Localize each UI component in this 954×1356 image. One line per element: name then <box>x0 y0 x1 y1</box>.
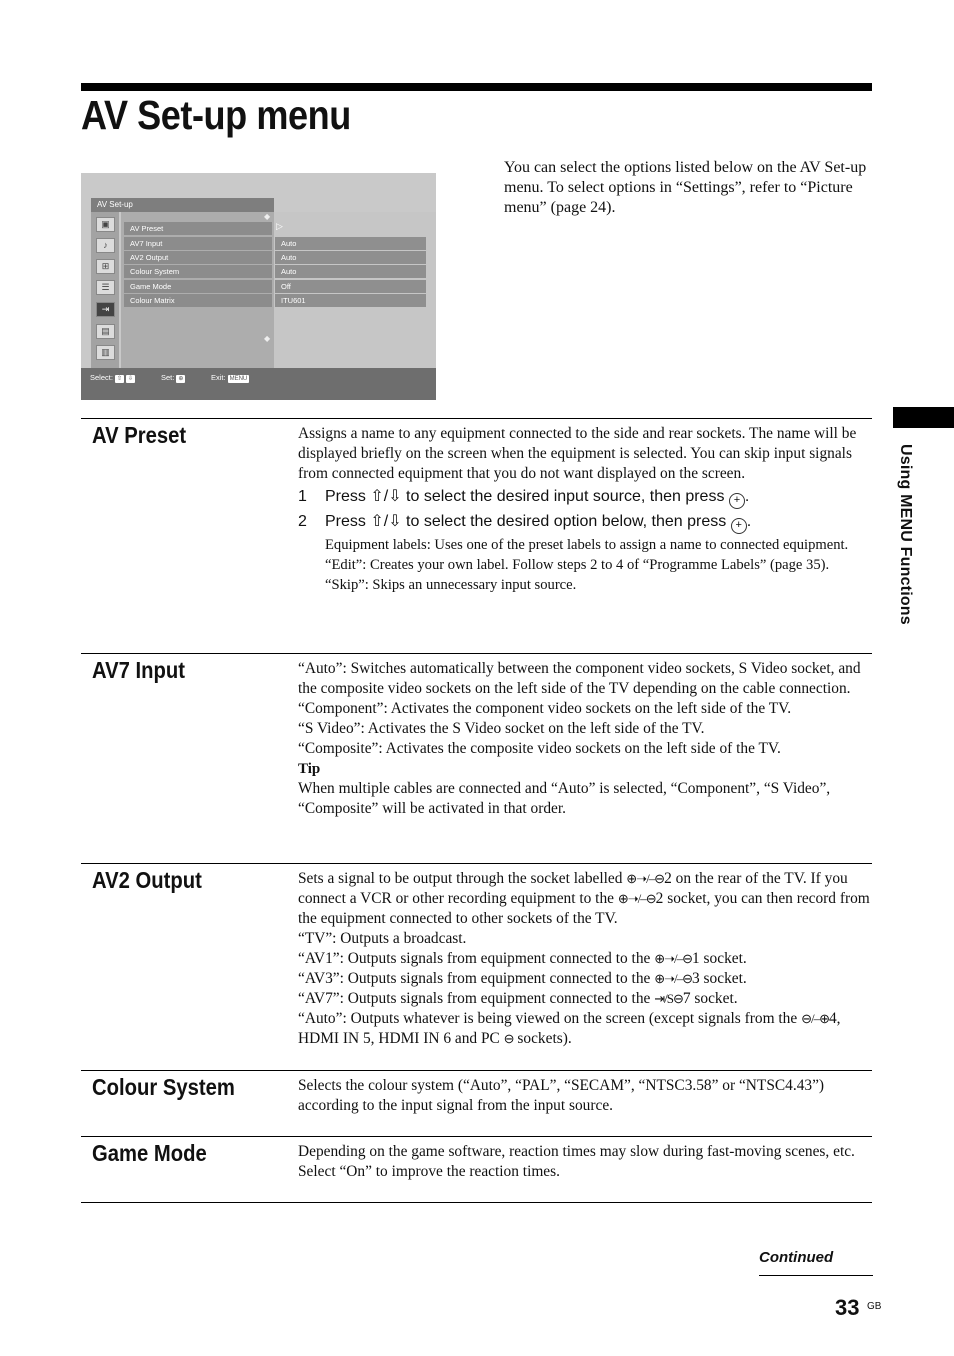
osd-row-value: Auto <box>275 265 426 278</box>
osd-row-value: ITU601 <box>275 294 426 307</box>
option-skip: “Skip”: Skips an unnecessary input source. <box>325 577 577 593</box>
step-2: 2 Press ⇧/⇩ to select the desired option below, then press + . <box>298 512 874 534</box>
input-svideo-socket-icon: ⇥/S⊖ <box>654 991 683 1006</box>
osd-row-label: AV2 Output <box>124 251 272 264</box>
osd-exit-hint: Exit: MENU <box>211 373 248 382</box>
av-preset-description: Assigns a name to any equipment connected to the side and rear sockets. The name will be displayed briefly on the screen when the equipment is selected. You can skip input signals from connected equipment that you do not want displayed on the screen. <box>298 425 857 482</box>
intro-text: You can select the options listed below on the AV Set-up menu. To select options in “Settings”, refer to “Picture menu” (page 24). <box>504 159 867 216</box>
section-title-game-mode: Game Mode <box>92 1140 207 1166</box>
input-icon: ⇥ <box>96 302 115 317</box>
section-body-game-mode <box>298 1142 874 1182</box>
section-title-av2-output: AV2 Output <box>92 867 202 893</box>
setup-icon: ☰ <box>96 280 115 295</box>
in-out-socket-icon: ⊕➝/–⊖ <box>626 871 665 886</box>
section-divider <box>81 1136 872 1137</box>
enter-button-icon: + <box>731 518 747 534</box>
misc-icon: ▥ <box>96 345 115 360</box>
osd-row-value: Auto <box>275 237 426 250</box>
enter-button-icon: + <box>729 493 745 509</box>
section-body-av2-output <box>298 869 874 1049</box>
tip-label: Tip <box>298 761 321 777</box>
osd-row-label: AV7 Input <box>124 237 272 250</box>
section-divider <box>81 863 872 864</box>
section-body-colour-system <box>298 1076 874 1116</box>
option-equipment-labels: Equipment labels: Uses one of the preset labels to assign a name to connected equipment. <box>325 537 849 553</box>
av2-tv: “TV”: Outputs a broadcast. <box>298 930 467 947</box>
menu-screenshot <box>81 173 436 400</box>
scroll-up-icon: ◆ <box>264 212 271 221</box>
scroll-down-icon: ◆ <box>264 334 271 343</box>
osd-value-list <box>274 212 436 368</box>
av7-composite: “Composite”: Activates the composite video sockets on the left side of the TV. <box>298 740 781 757</box>
osd-label-list <box>121 212 274 368</box>
title-bar-rule <box>81 83 872 91</box>
section-title-av7-input: AV7 Input <box>92 657 185 683</box>
av2-av1: “AV1”: Outputs signals from equipment connected to the ⊕➝/–⊖1 socket. <box>298 950 747 967</box>
chapter-tab <box>893 407 954 428</box>
osd-select-hint: Select: ⇧ ⇩ <box>90 373 133 382</box>
osd-row-label: Colour Matrix <box>124 294 272 307</box>
continued-rule <box>759 1275 873 1276</box>
av2-av3: “AV3”: Outputs signals from equipment connected to the ⊕➝/–⊖3 socket. <box>298 970 747 987</box>
section-title-colour-system: Colour System <box>92 1074 235 1100</box>
section-body-av7-input <box>298 659 874 819</box>
section-body-av-preset <box>298 424 874 595</box>
av7-svideo: “S Video”: Activates the S Video socket on the left side of the TV. <box>298 720 705 737</box>
pc-socket-icon: ⊖ <box>503 1031 514 1046</box>
section-divider <box>81 1070 872 1071</box>
osd-footer <box>81 368 436 400</box>
in-out-socket-icon: ⊕➝/–⊖ <box>654 951 693 966</box>
osd-title: AV Set-up <box>91 198 274 212</box>
page-number: 33 <box>835 1295 860 1320</box>
page-title: AV Set-up menu <box>81 92 351 138</box>
section-divider <box>81 1202 872 1203</box>
av7-component: “Component”: Activates the component video sockets on the left side of the TV. <box>298 700 792 717</box>
colour-system-description: Selects the colour system (“Auto”, “PAL”, “SECAM”, “NTSC3.58” or “NTSC4.43”) according to the input signal from the input source. <box>298 1077 825 1114</box>
osd-row-label: Game Mode <box>124 280 272 293</box>
av2-description: Sets a signal to be output through the socket labelled ⊕➝/–⊖2 on the rear of the TV. If you connect a VCR or other recording equipment to the ⊕➝/–⊖2 socket, you can then record from the equipment connected to other sockets of the TV. <box>298 870 870 927</box>
page-region: GB <box>867 1301 882 1312</box>
picture-icon: ▣ <box>96 217 115 232</box>
section-divider <box>81 653 872 654</box>
arrow-right-icon: ▷ <box>276 221 283 231</box>
av2-auto: “Auto”: Outputs whatever is being viewed on the screen (except signals from the ⊖/–⊕4, HDMI IN 5, HDMI IN 6 and PC ⊖ sockets). <box>298 1010 841 1047</box>
in-out-socket-icon: ⊕➝/–⊖ <box>617 891 656 906</box>
option-edit: “Edit”: Creates your own label. Follow steps 2 to 4 of “Programme Labels” (page 35). <box>325 557 830 573</box>
section-title-av-preset: AV Preset <box>92 422 187 448</box>
tip-text: When multiple cables are connected and “Auto” is selected, “Component”, “S Video”, “Composite” will be activated in that order. <box>298 780 831 817</box>
continued-label: Continued <box>759 1249 834 1266</box>
av2-av7: “AV7”: Outputs signals from equipment connected to the ⇥/S⊖7 socket. <box>298 990 738 1007</box>
osd-set-hint: Set: ⊕ <box>161 373 184 382</box>
in-out-socket-icon: ⊕➝/–⊖ <box>654 971 693 986</box>
screen-icon: ⊞ <box>96 259 115 274</box>
osd-icon-column <box>91 212 119 368</box>
osd-row-value: Auto <box>275 251 426 264</box>
sound-icon: ♪ <box>96 238 115 253</box>
av7-auto: “Auto”: Switches automatically between the component video sockets, S Video socket, and the composite video sockets on the left side of the TV depending on the cable connection. <box>298 660 861 697</box>
pc-icon: ▤ <box>96 324 115 339</box>
component-socket-icon: ⊖/–⊕ <box>801 1011 829 1026</box>
osd-row-label: Colour System <box>124 265 272 278</box>
step-1: 1 Press ⇧/⇩ to select the desired input source, then press + . <box>298 487 874 509</box>
chapter-label: Using MENU Functions <box>897 444 914 625</box>
section-divider <box>81 418 872 419</box>
osd-row-label: AV Preset <box>124 222 272 235</box>
osd-row-value: Off <box>275 280 426 293</box>
game-mode-description: Depending on the game software, reaction times may slow during fast-moving scenes, etc. Select “On” to improve the reaction times. <box>298 1143 855 1180</box>
